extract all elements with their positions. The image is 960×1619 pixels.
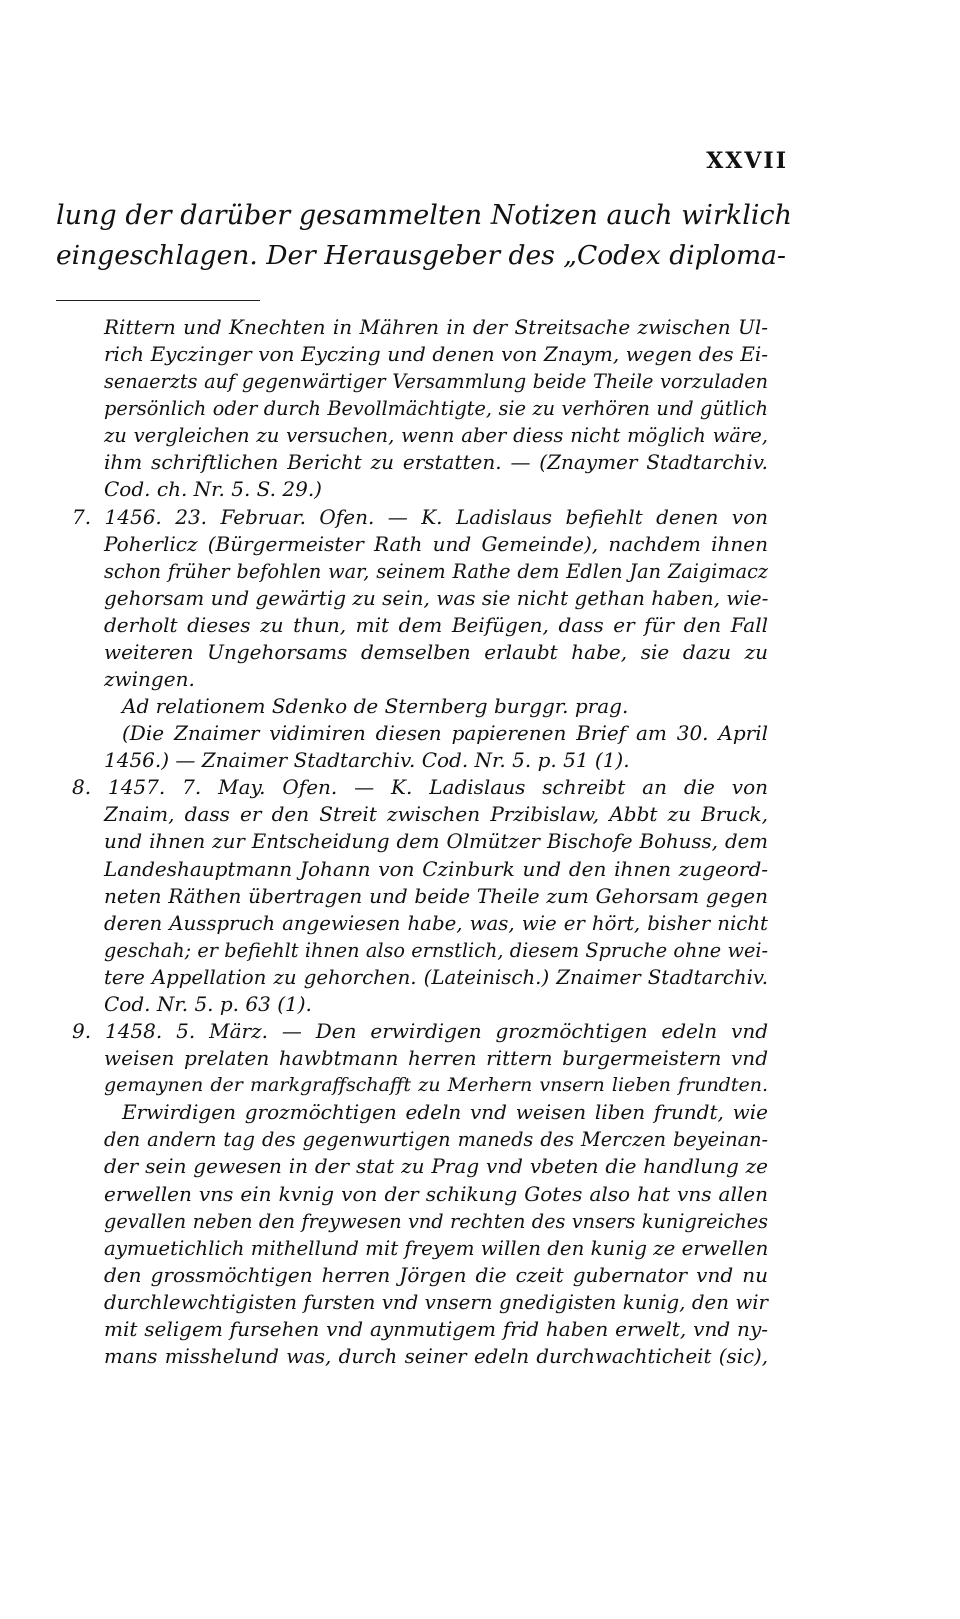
footnote-separator [56,300,260,301]
footnote-entry-start: 8. 1457. 7. May. Ofen. — K. Ladislaus schreibt an die von [72,775,768,800]
footnote-line: weiteren Ungehorsams demselben erlaubt habe, sie dazu zu [104,639,768,664]
main-text [56,196,792,276]
footnote-line: tere Appellation zu gehorchen. (Lateinisch.) Znaimer Stadtarchiv. [104,965,768,989]
footnotes [72,314,769,1370]
footnote-line: gemaynen der markgraffschafft zu Merhern vnsern lieben frundten. [104,1074,768,1097]
footnote-line: mans misshelund was, durch seiner edeln durchwachticheit (sic), [104,1344,768,1368]
footnote-entry-start: 9. 1458. 5. März. — Den erwirdigen grozmöchtigen edeln vnd [72,1019,768,1044]
footnote-line: Landeshauptmann Johann von Czinburk und den ihnen zugeord- [104,856,768,881]
footnote-line: weisen prelaten hawbtmann herren rittern burgermeistern vnd [104,1046,768,1071]
footnote-line: schon früher befohlen war, seinem Rathe dem Edlen Jan Zaigimacz [104,559,768,583]
footnote-line: den grossmöchtigen herren Jörgen die czeit gubernator vnd nu [104,1262,768,1287]
footnote-line: und ihnen zur Entscheidung dem Olmützer Bischofe Bohuss, dem [104,830,768,854]
footnote-line: Ad relationem Sdenko de Sternberg burggr. prag. [122,694,629,719]
main-text-line: lung der darüber gesammelten Notizen auch wirklich [56,200,792,231]
footnote-line: derholt dieses zu thun, mit dem Beifügen, dass er für den Fall [104,612,768,637]
footnote-line: persönlich oder durch Bevollmächtigte, sie zu verhören und gütlich [104,397,768,421]
footnote-line: Cod. Nr. 5. p. 63 (1). [104,991,312,1016]
footnote-line: (Die Znaimer vidimiren diesen papierenen Brief am 30. April [122,721,768,746]
footnote-line: erwellen vns ein kvnig von der schikung Gotes also hat vns allen [104,1181,768,1206]
footnote-line: aymuetichlich mithellund mit freyem willen den kunig ze erwellen [104,1236,769,1260]
footnote-line: gevallen neben den freywesen vnd rechten des vnsers kunigreiches [104,1209,768,1233]
footnote-line: 1456.) — Znaimer Stadtarchiv. Cod. Nr. 5. p. 51 (1). [104,748,630,773]
footnote-line: mit seligem fursehen vnd aynmutigem frid haben erwelt, vnd ny- [104,1316,768,1341]
footnote-line: gehorsam und gewärtig zu sein, was sie nicht gethan haben, wie- [104,585,769,610]
footnote-line: rich Eyczinger von Eyczing und denen von Znaym, wegen des Ei- [104,342,768,367]
footnote-line: Znaim, dass er den Streit zwischen Przibislaw, Abbt zu Bruck, [104,802,768,827]
footnote-line: neten Räthen übertragen und beide Theile zum Gehorsam gegen [104,883,768,908]
footnote-line: der sein gewesen in der stat zu Prag vnd vbeten die handlung ze [104,1154,768,1179]
footnote-line: senaerzts auf gegenwärtiger Versammlung beide Theile vorzuladen [104,370,768,394]
footnote-line: geschah; er befiehlt ihnen also ernstlich, diesem Spruche ohne wei- [104,938,768,962]
footnote-line: zwingen. [104,667,195,692]
footnote-line: Cod. ch. Nr. 5. S. 29.) [104,477,322,502]
page-number: XXVII [706,148,788,174]
footnote-entry-start: 7. 1456. 23. Februar. Ofen. — K. Ladislaus befiehlt denen von [72,504,768,529]
footnote-line: durchlewchtigisten fursten vnd vnsern gnedigisten kunig, den wir [104,1290,768,1314]
footnote-line: zu vergleichen zu versuchen, wenn aber diess nicht möglich wäre, [104,424,768,448]
footnote-line: den andern tag des gegenwurtigen maneds des Merczen beyeinan- [104,1128,768,1152]
footnote-line: ihm schriftlichen Bericht zu erstatten. — (Znaymer Stadtarchiv. [104,450,768,475]
footnote-line: Poherlicz (Bürgermeister Rath und Gemeinde), nachdem ihnen [104,531,768,556]
main-text-line: eingeschlagen. Der Herausgeber des „Codex diploma- [56,240,786,271]
footnote-line: Rittern und Knechten in Mähren in der Streitsache zwischen Ul- [104,315,768,339]
footnote-line: Erwirdigen grozmöchtigen edeln vnd weisen liben frundt, wie [122,1100,768,1125]
footnote-line: deren Ausspruch angewiesen habe, was, wie er hört, bisher nicht [104,911,768,935]
